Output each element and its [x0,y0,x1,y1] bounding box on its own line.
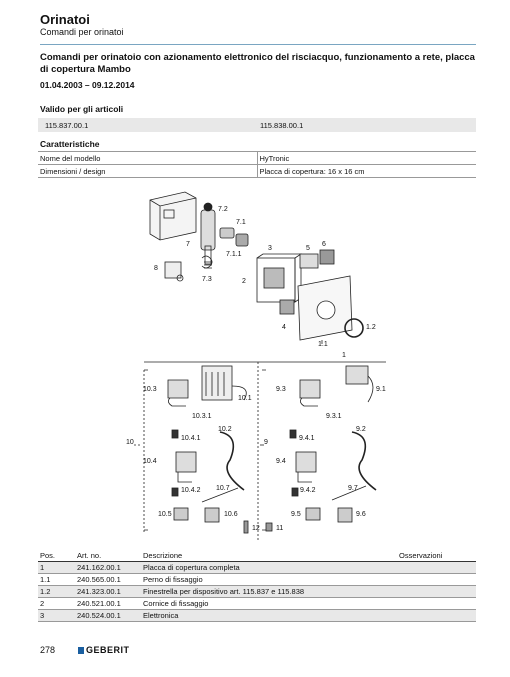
cell-art: 240.565.00.1 [75,574,141,586]
part-label: 10.1 [238,395,252,402]
cell-desc: Finestrella per dispositivo art. 115.837 e 115.838 [141,586,397,598]
table-row [38,574,476,586]
part-label: 7.3 [202,276,212,283]
parts-table [38,549,476,622]
column-header: Osservazioni [397,549,476,562]
table-row [38,586,476,598]
part-label: 10.7 [216,485,230,492]
part-label: 6 [322,241,326,248]
product-heading: Comandi per orinatoio con azionamento elettronico del risciacquo, funzionamento a rete, placca di copertura Mambo [40,52,475,75]
cell-art: 240.521.00.1 [75,598,141,610]
part-label: 9.1 [376,386,386,393]
brand-logo [78,645,130,655]
cell-desc: Cornice di fissaggio [141,598,397,610]
validity-dates: 01.04.2003 – 09.12.2014 [40,80,135,90]
column-header: Pos. [38,549,75,562]
property-label: Dimensioni / design [38,165,257,178]
cell-art: 240.524.00.1 [75,610,141,622]
cell-art: 241.162.00.1 [75,562,141,574]
cell-pos: 3 [38,610,75,622]
part-label: 7.1 [236,219,246,226]
cell-notes [397,598,476,610]
property-value: Placca di copertura: 16 x 16 cm [257,165,476,178]
characteristics-title: Caratteristiche [40,139,100,149]
part-label: 10.4.1 [181,435,201,442]
cell-desc: Placca di copertura completa [141,562,397,574]
property-label: Nome del modello [38,152,257,165]
part-label: 7.1.1 [226,251,242,258]
part-label: 10.4.2 [181,487,201,494]
page-title: Orinatoi [40,12,90,27]
table-header-row [38,549,476,562]
cell-art: 241.323.00.1 [75,586,141,598]
part-label: 1.2 [366,324,376,331]
cell-notes [397,562,476,574]
part-label: 9.4 [276,458,286,465]
cell-desc: Perno di fissaggio [141,574,397,586]
table-row [38,610,476,622]
cell-notes [397,610,476,622]
article-number: 115.837.00.1 [45,121,89,130]
part-label: 9.4.2 [300,487,316,494]
part-label: 9.4.1 [299,435,315,442]
column-header: Descrizione [141,549,397,562]
cell-notes [397,586,476,598]
page-number: 278 [40,645,56,655]
part-label: 9.3.1 [326,413,342,420]
part-label: 12 [252,525,260,532]
cell-pos: 1.2 [38,586,75,598]
part-label: 9.2 [356,426,366,433]
valid-articles-title: Valido per gli articoli [40,104,124,114]
part-label: 8 [154,265,158,272]
part-label: 9.5 [291,511,301,518]
brand-name: GEBERIT [86,645,130,655]
cell-notes [397,574,476,586]
part-label: 3 [268,245,272,252]
property-value: HyTronic [257,152,476,165]
table-row [38,598,476,610]
part-label: 10.5 [158,511,172,518]
part-label: 7 [186,241,190,248]
cell-pos: 1.1 [38,574,75,586]
part-label: 1 [342,352,346,359]
page-subtitle: Comandi per orinatoi [40,27,124,37]
part-label: 2 [242,278,246,285]
cell-pos: 1 [38,562,75,574]
part-label: 9.6 [356,511,366,518]
part-label: 10.3.1 [192,413,212,420]
part-label: 9 [264,439,268,446]
part-label: 5 [306,245,310,252]
part-label: 10.2 [218,426,232,433]
article-number: 115.838.00.1 [260,121,304,130]
cell-desc: Elettronica [141,610,397,622]
part-label: 10.6 [224,511,238,518]
part-label: 1.1 [318,341,328,348]
part-label: 9.7 [348,485,358,492]
part-label: 4 [282,324,286,331]
cell-pos: 2 [38,598,75,610]
table-row [38,562,476,574]
column-header: Art. no. [75,549,141,562]
part-label: 10.3 [143,386,157,393]
part-label: 7.2 [218,206,228,213]
part-label: 9.3 [276,386,286,393]
part-label: 10 [126,439,134,446]
part-label: 10.4 [143,458,157,465]
part-label: 11 [276,525,284,532]
logo-square-icon [78,647,84,654]
